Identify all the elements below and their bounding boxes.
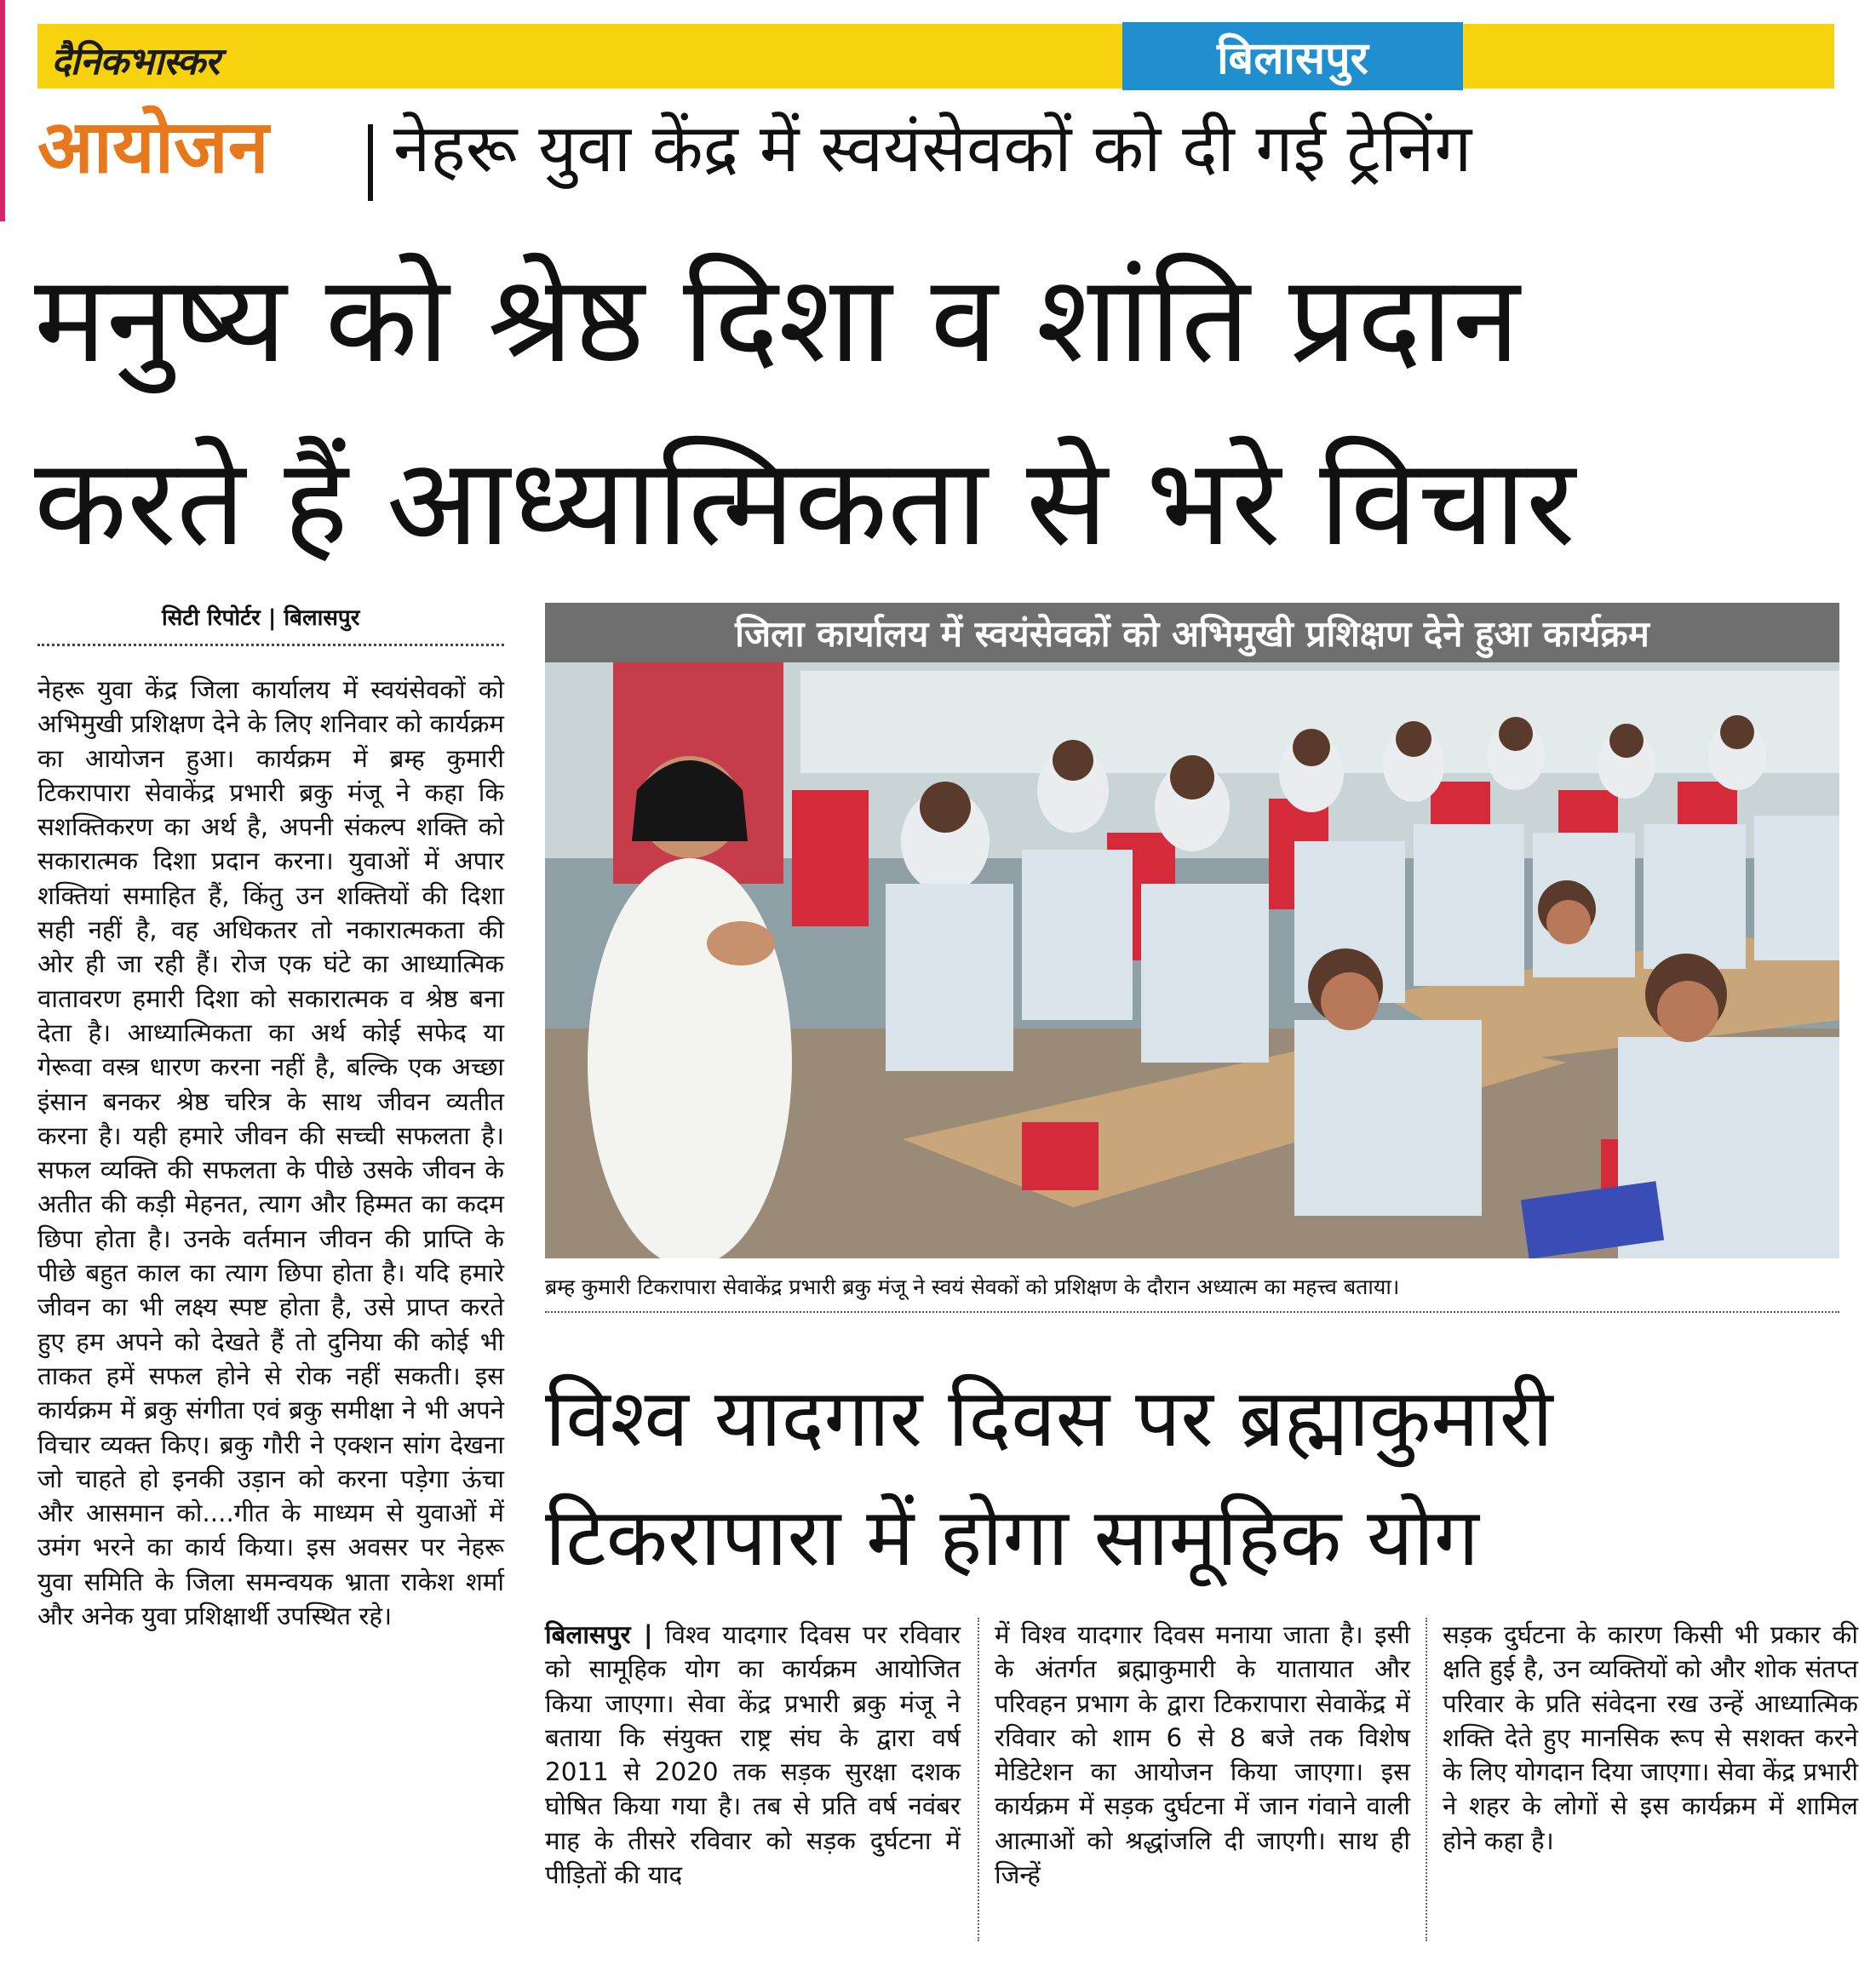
column-divider (978, 1618, 979, 1941)
main-story-body: नेहरू युवा केंद्र जिला कार्यालय में स्वयंसेवकों को अभिमुखी प्रशिक्षण देने के लिए शनिवार को कार्यक्रम का आयोजन हुआ। कार्यक्रम में ब्रम्ह कुमारी टिकरापारा सेवाकेंद्र प्रभारी ब्रकु मंजू ने कहा कि सशक्तिकरण का अर्थ है, अपनी संकल्प शक्ति को सकारात्मक दिशा प्रदान करना। युवाओं में अपार शक्तियां समाहित हैं, किंतु उन शक्तियों की दिशा सही नहीं है, वह अधिकतर तो नकारात्मकता की ओर ही जा रही हैं। रोज एक घंटे का आध्यात्मिक वातावरण हमारी दिशा को सकारात्मक व श्रेष्ठ बना देता है। आध्यात्मिकता का अर्थ कोई सफेद या गेरूवा वस्त्र धारण करना नहीं है, बल्कि एक अच्छा इंसान बनकर श्रेष्ठ चरित्र के साथ जीवन व्यतीत करना है। यही हमारे जीवन की सच्ची सफलता है। सफल व्यक्ति की सफलता के पीछे उसके जीवन के अतीत की कड़ी मेहनत, त्याग और हिम्मत का कदम छिपा होता है। उनके वर्तमान जीवन की प्राप्ति के पीछे बहुत काल का त्याग छिपा होता है। यदि हमारे जीवन का भी लक्ष्य स्पष्ट होता है, उसे प्राप्त करते हुए हम अपने को देखते हैं तो दुनिया की कोई भी ताकत हमें सफल होने से रोक नहीं सकती। इस कार्यक्रम में ब्रकु संगीता एवं ब्रकु समीक्षा ने भी अपने विचार व्यक्त किए। ब्रकु गौरी ने एक्शन सांग देखना जो चाहते हो इनकी उड़ान को करना पड़ेगा ऊंचा और आसमान को....गीत के माध्यम से युवाओं में उमंग भरने का कार्य किया। इस अवसर पर नेहरू युवा समिति के जिला समन्वयक भ्राता राकेश शर्मा और अनेक युवा प्रशिक्षार्थी उपस्थित रहे। (37, 675, 504, 1631)
kicker-divider (368, 124, 373, 201)
edge-accent-strip (0, 0, 5, 221)
city-tag: बिलासपुर (1122, 22, 1463, 90)
sub-headline: नेहरू युवा केंद्र में स्वयंसेवकों को दी गई ट्रेनिंग (393, 111, 1472, 187)
second-story-column-1 (545, 1618, 961, 1892)
caption-divider (545, 1311, 1839, 1313)
second-headline-line-2: टिकरापारा में होगा सामूहिक योग (545, 1492, 1479, 1584)
photo-banner: जिला कार्यालय में स्वयंसेवकों को अभिमुखी प्रशिक्षण देने हुआ कार्यक्रम (545, 603, 1839, 662)
main-headline-line-2: करते हैं आध्यात्मिकता से भरे विचार (34, 433, 1575, 573)
second-story-column-3: सड़क दुर्घटना के कारण किसी भी प्रकार की क्षति हुई है, उन व्यक्तियों को और शोक संतप्त परिवार के प्रति संवेदना रख उन्हें आध्यात्मिक शक्ति देते हुए मानसिक रूप से सशक्त करने के लिए योगदान दिया जाएगा। सेवा केंद्र प्रभारी ने शहर के लोगों से इस कार्यक्रम में शामिल होने कहा है। (1443, 1620, 1858, 1855)
event-photo (545, 662, 1839, 1258)
column-1-text: विश्व यादगार दिवस पर रविवार को सामूहिक योग का कार्यक्रम आयोजित किया जाएगा। सेवा केंद्र प्रभारी ब्रकु मंजू ने बताया कि संयुक्त राष्ट्र संघ के द्वारा वर्ष 2011 से 2020 तक सड़क सुरक्षा दशक घोषित किया गया है। तब से प्रति वर्ष नवंबर माह के तीसरे रविवार को सड़क दुर्घटना में पीड़ितों की याद (545, 1620, 961, 1890)
masthead-band (37, 24, 1834, 89)
second-headline-line-1: विश्व यादगार दिवस पर ब्रह्माकुमारी (545, 1372, 1553, 1465)
second-story-column-2: में विश्व यादगार दिवस मनाया जाता है। इसी के अंतर्गत ब्रह्माकुमारी के यातायात और परिवहन प्रभाग के द्वारा टिकरापारा सेवाकेंद्र में रविवार को शाम 6 से 8 बजे तक विशेष मेडिटेशन का आयोजन किया जाएगा। इस कार्यक्रम में सड़क दुर्घटना में जान गंवाने वाली आत्माओं को श्रद्धांजलि दी जाएगी। साथ ही जिन्हें (995, 1620, 1410, 1890)
column-divider (1426, 1618, 1427, 1941)
main-headline-line-1: मनुष्य को श्रेष्ठ दिशा व शांति प्रदान (34, 249, 1520, 390)
byline: सिटी रिपोर्टर | बिलासपुर (162, 605, 360, 631)
photo-caption: ब्रम्ह कुमारी टिकरापारा सेवाकेंद्र प्रभारी ब्रकु मंजू ने स्वयं सेवकों को प्रशिक्षण के दौरान अध्यात्म का महत्त्व बताया। (545, 1275, 1400, 1299)
byline-divider (37, 644, 504, 646)
event-photo-illustration (545, 662, 1839, 1258)
kicker-label: आयोजन (37, 105, 269, 190)
paper-logo: दैनिकभास्कर (51, 40, 220, 83)
dateline: बिलासपुर | (545, 1620, 653, 1649)
